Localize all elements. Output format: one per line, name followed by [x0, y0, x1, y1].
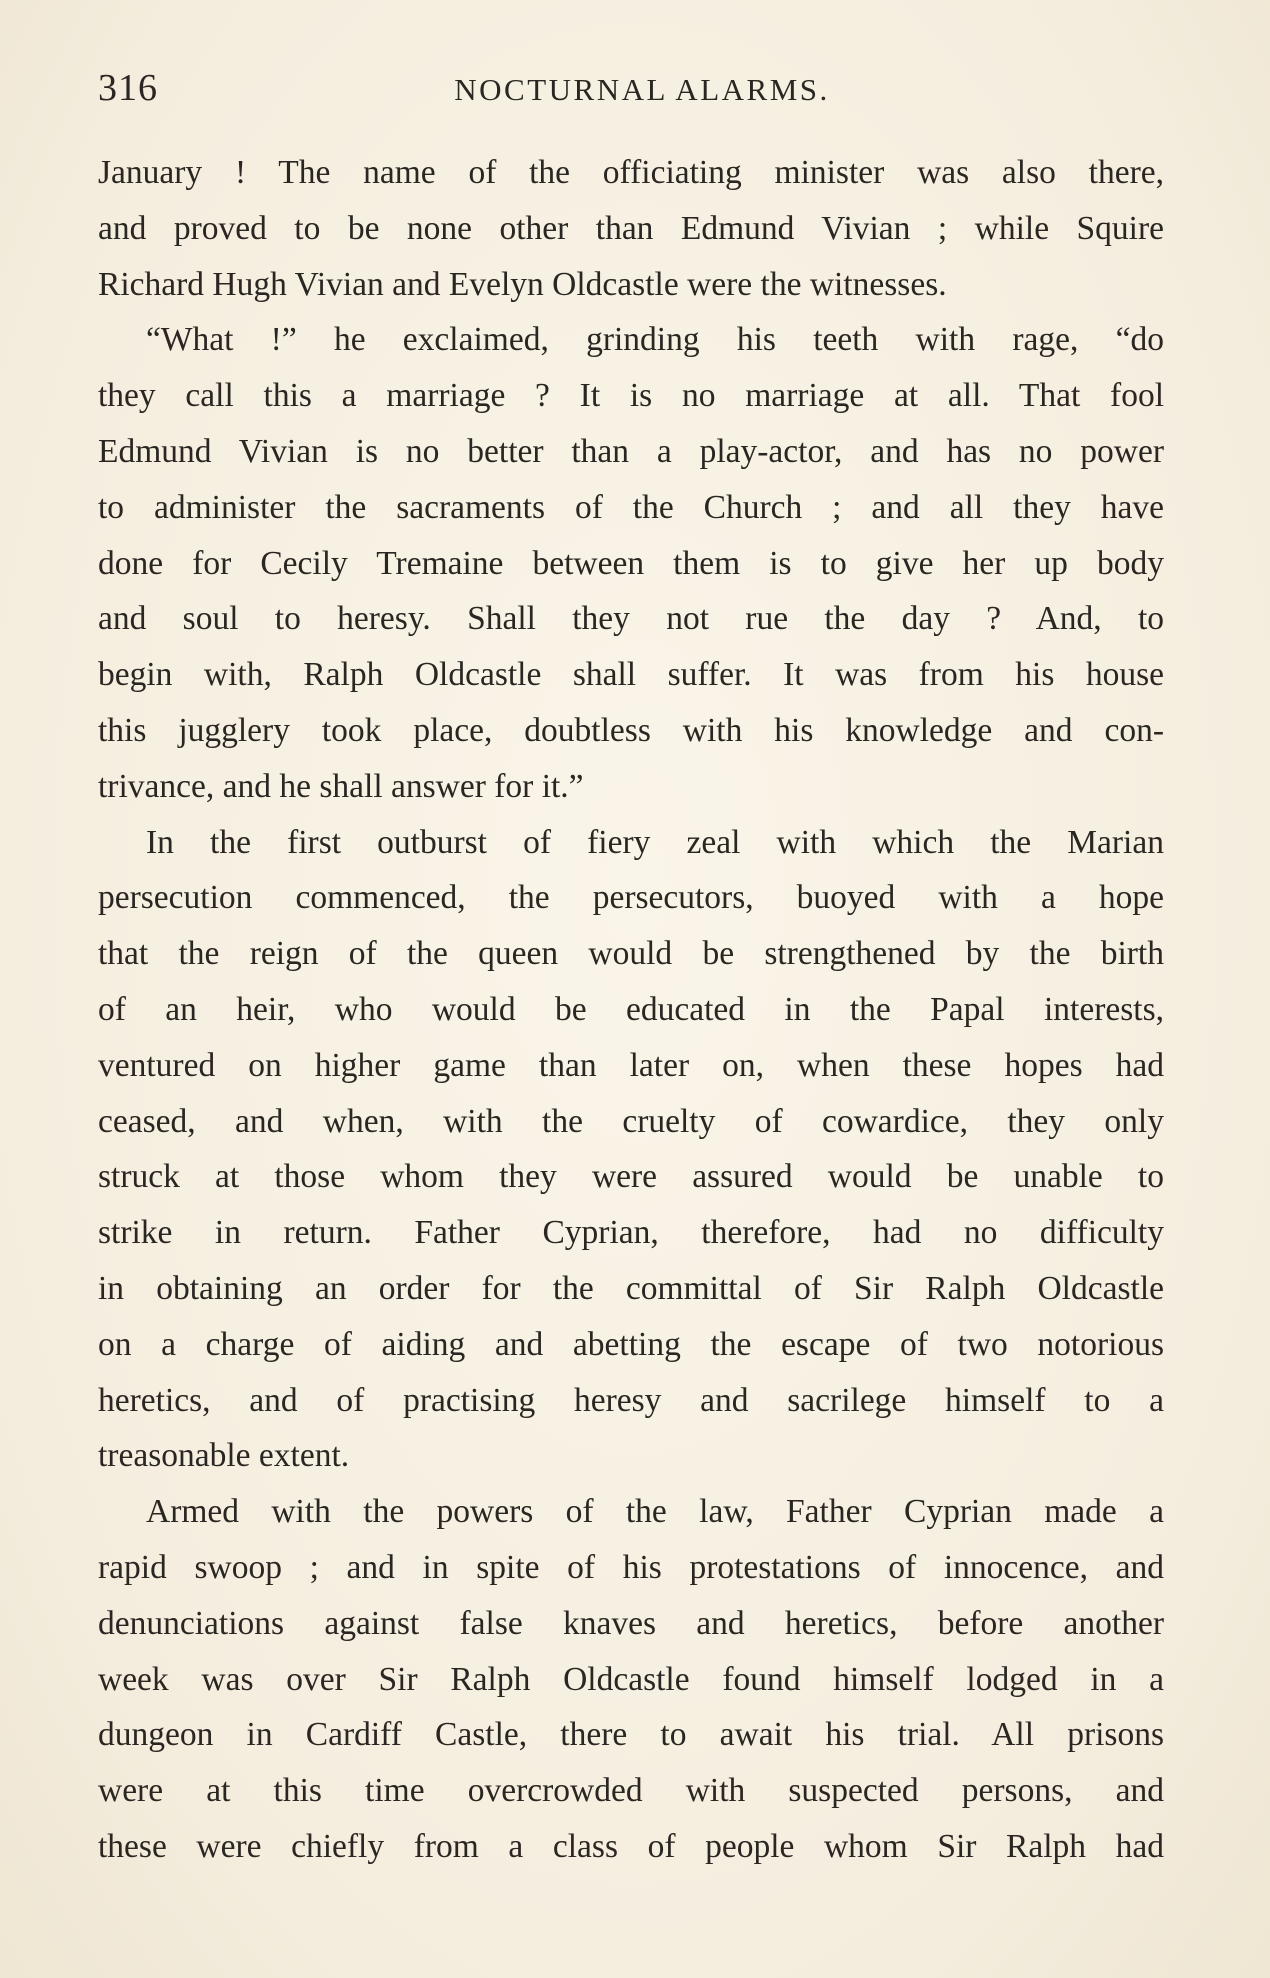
text-line: strike in return. Father Cyprian, therefore, had no difficulty	[98, 1214, 1164, 1252]
text-line: that the reign of the queen would be strengthened by the birth	[98, 935, 1164, 973]
text-line: were at this time overcrowded with suspected persons, and	[98, 1772, 1164, 1810]
text-line: and proved to be none other than Edmund Vivian ; while Squire	[98, 209, 1164, 247]
text-line: week was over Sir Ralph Oldcastle found himself lodged in a	[98, 1660, 1164, 1698]
page-header	[98, 66, 1166, 110]
text-line: Edmund Vivian is no better than a play-actor, and has no power	[98, 432, 1164, 470]
text-line: in obtaining an order for the committal of Sir Ralph Oldcastle	[98, 1269, 1164, 1307]
text-line: done for Cecily Tremaine between them is to give her up body	[98, 544, 1164, 582]
body-text	[98, 145, 1164, 1875]
text-line: Armed with the powers of the law, Father Cyprian made a	[146, 1493, 1164, 1531]
text-line: heretics, and of practising heresy and sacrilege himself to a	[98, 1381, 1164, 1419]
text-line: on a charge of aiding and abetting the escape of two notorious	[98, 1325, 1164, 1363]
text-line: this jugglery took place, doubtless with his knowledge and con-	[98, 711, 1164, 749]
text-line: dungeon in Cardiff Castle, there to await his trial. All prisons	[98, 1716, 1164, 1754]
text-line: denunciations against false knaves and heretics, before another	[98, 1604, 1164, 1642]
text-line: “What !” he exclaimed, grinding his teeth with rage, “do	[146, 321, 1164, 359]
page-number: 316	[98, 67, 158, 109]
text-line: struck at those whom they were assured would be unable to	[98, 1158, 1164, 1196]
text-line: of an heir, who would be educated in the Papal interests,	[98, 990, 1164, 1028]
running-head: NOCTURNAL ALARMS.	[454, 72, 830, 107]
text-line: trivance, and he shall answer for it.”	[98, 767, 584, 805]
text-line: they call this a marriage ? It is no marriage at all. That fool	[98, 377, 1164, 415]
text-line: to administer the sacraments of the Church ; and all they have	[98, 488, 1164, 526]
text-line: and soul to heresy. Shall they not rue the day ? And, to	[98, 600, 1164, 638]
text-line: Richard Hugh Vivian and Evelyn Oldcastle were the witnesses.	[98, 265, 947, 303]
text-line: begin with, Ralph Oldcastle shall suffer. It was from his house	[98, 656, 1164, 694]
text-line: In the first outburst of fiery zeal with which the Marian	[146, 823, 1164, 861]
text-line: January ! The name of the officiating minister was also there,	[98, 154, 1164, 191]
text-line: these were chiefly from a class of people whom Sir Ralph had	[98, 1827, 1164, 1865]
text-line: persecution commenced, the persecutors, buoyed with a hope	[98, 879, 1164, 917]
text-line: treasonable extent.	[98, 1437, 350, 1475]
text-line: ceased, and when, with the cruelty of cowardice, they only	[98, 1102, 1164, 1140]
text-line: ventured on higher game than later on, when these hopes had	[98, 1046, 1164, 1084]
text-line: rapid swoop ; and in spite of his protestations of innocence, and	[98, 1548, 1164, 1586]
